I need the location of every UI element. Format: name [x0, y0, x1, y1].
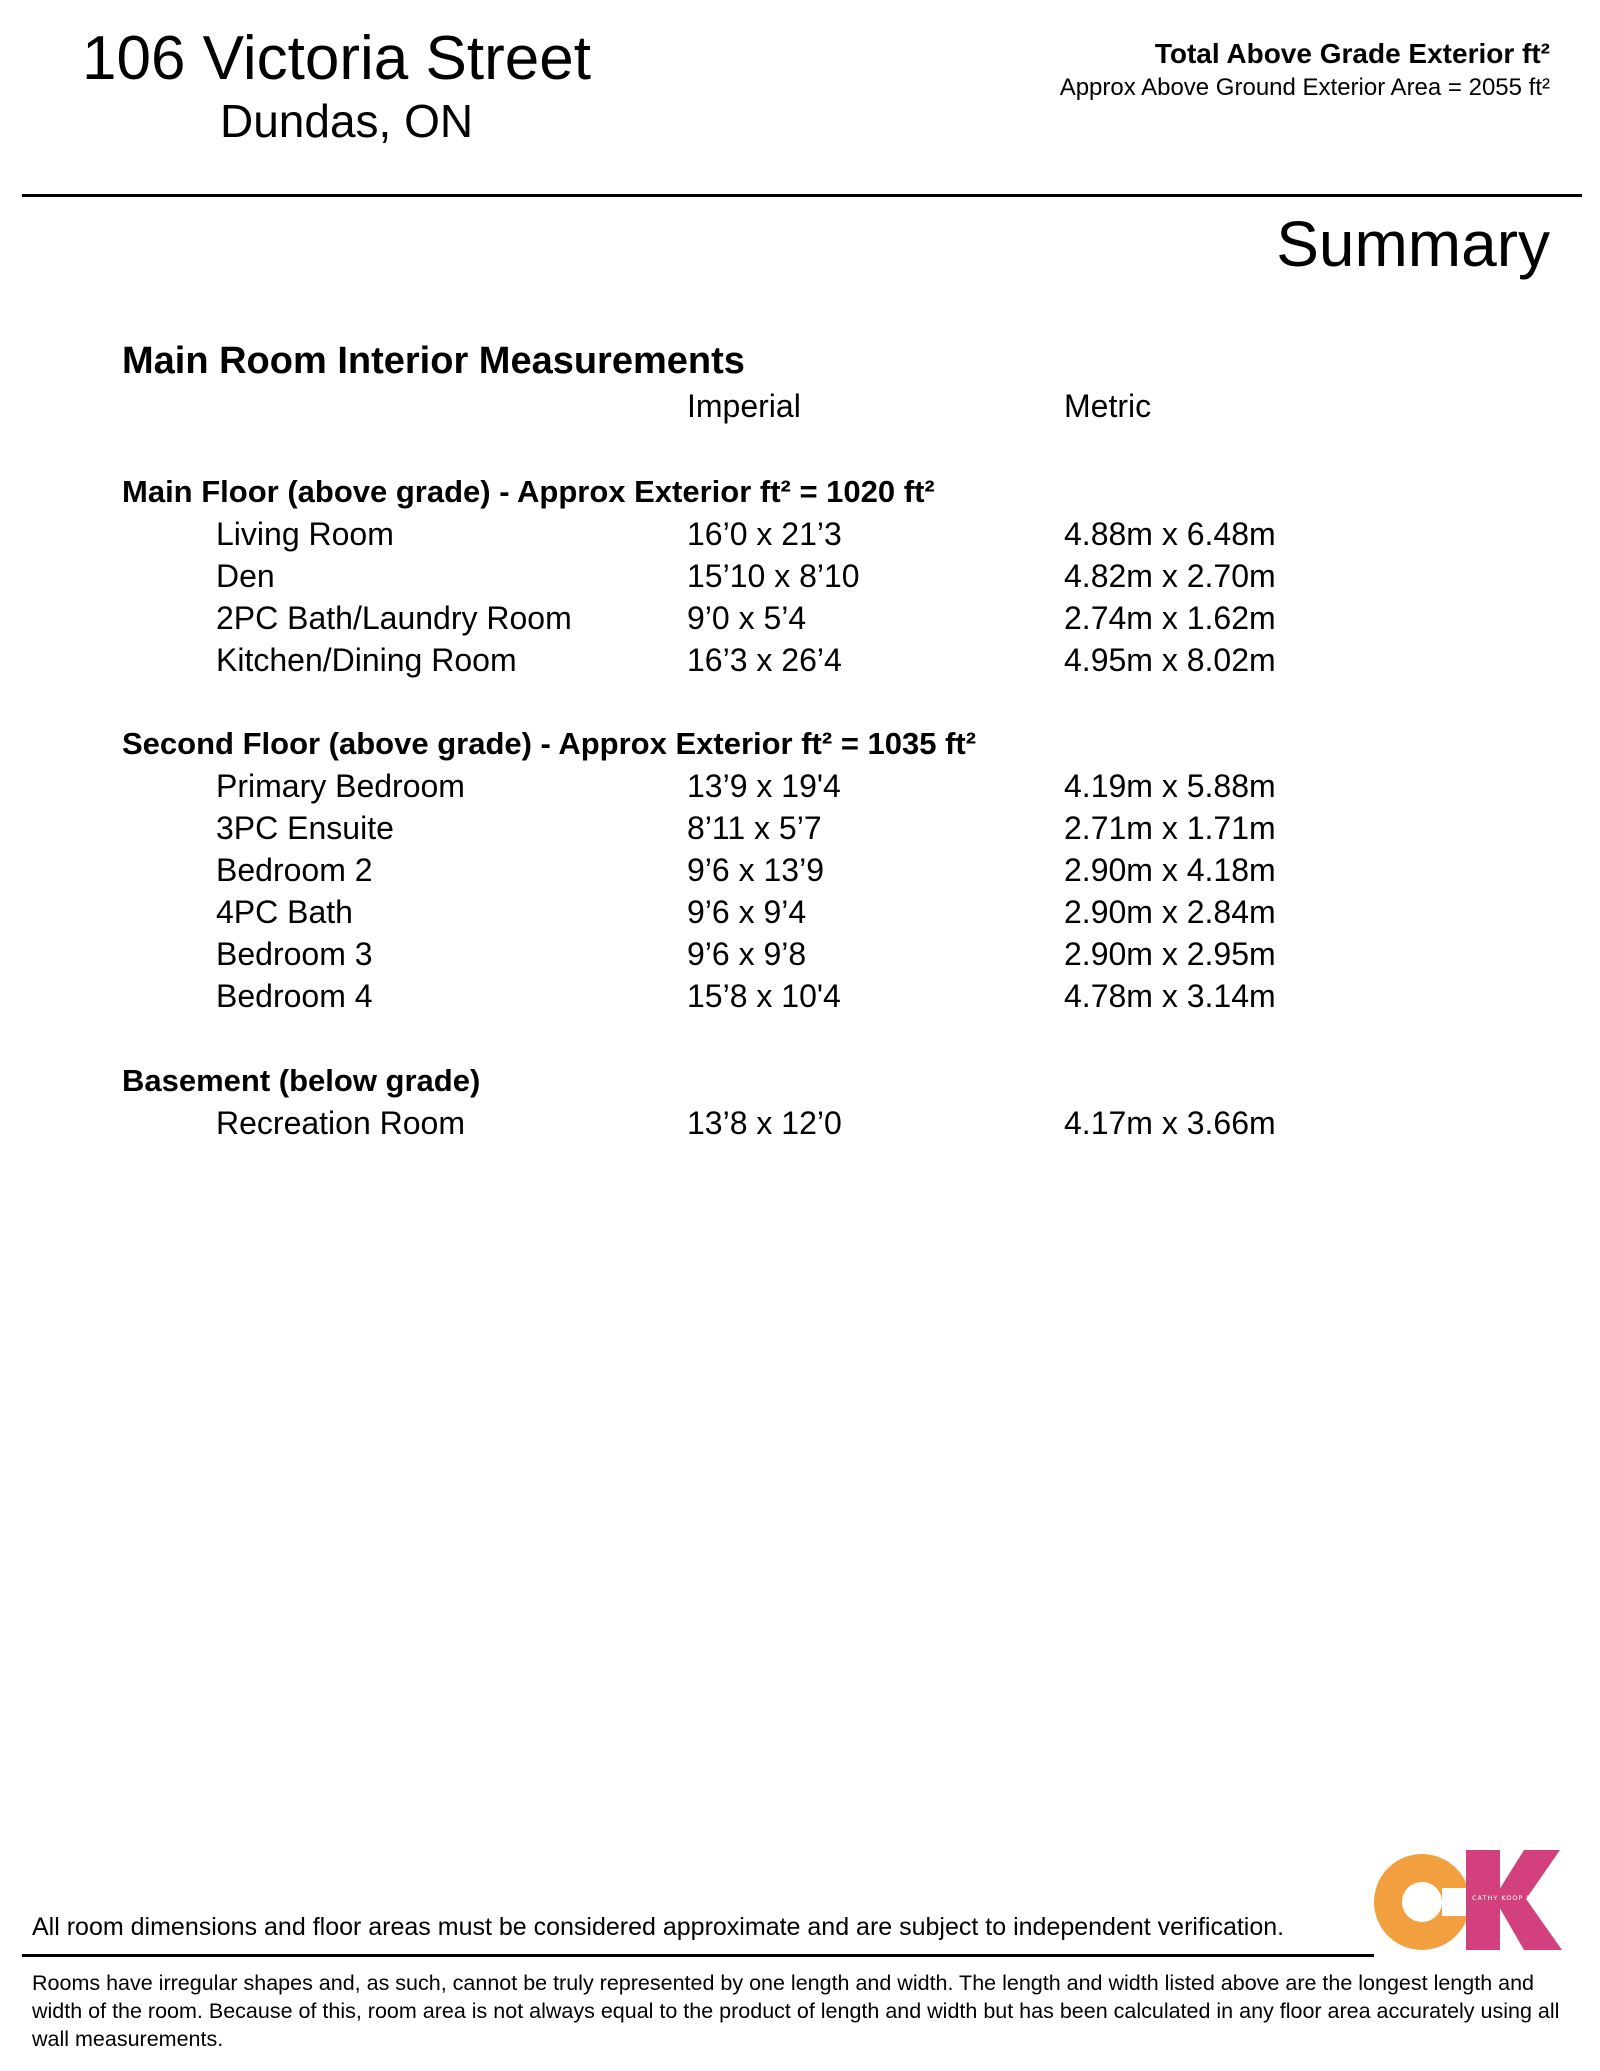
room-imperial: 9’0 x 5’4 — [687, 600, 807, 636]
room-name: Bedroom 2 — [216, 852, 373, 888]
total-area-detail: Approx Above Ground Exterior Area = 2055 ft² — [1059, 74, 1550, 101]
room-imperial: 9’6 x 13’9 — [687, 852, 824, 888]
room-row — [0, 1102, 1600, 1144]
room-metric: 2.90m x 4.18m — [1064, 852, 1276, 888]
column-header-imperial: Imperial — [687, 388, 801, 424]
room-imperial: 15’8 x 10'4 — [687, 978, 841, 1014]
footer-divider — [22, 1954, 1374, 1957]
header-divider — [22, 194, 1582, 197]
room-imperial: 13’8 x 12’0 — [687, 1105, 842, 1141]
disclaimer-text: All room dimensions and floor areas must be considered approximate and are subject to independent verification. — [32, 1913, 1285, 1941]
section-title: Main Room Interior Measurements — [122, 340, 745, 382]
room-metric: 2.74m x 1.62m — [1064, 600, 1276, 636]
room-imperial: 16’0 x 21’3 — [687, 516, 842, 552]
total-area-title: Total Above Grade Exterior ft² — [1154, 38, 1550, 69]
room-row — [0, 891, 1600, 933]
room-name: Bedroom 4 — [216, 978, 373, 1014]
page-title: Summary — [1276, 208, 1550, 280]
room-metric: 2.90m x 2.84m — [1064, 894, 1276, 930]
room-imperial: 9’6 x 9’8 — [687, 936, 807, 972]
logo-k-lower-arm — [1494, 1896, 1562, 1950]
room-metric: 4.17m x 3.66m — [1064, 1105, 1276, 1141]
room-metric: 4.78m x 3.14m — [1064, 978, 1276, 1014]
room-imperial: 8’11 x 5’7 — [687, 810, 822, 846]
room-name: 2PC Bath/Laundry Room — [216, 600, 572, 636]
logo-text: CATHY KOOP PHOTOGRAPHY — [1472, 1894, 1588, 1902]
room-row — [0, 639, 1600, 681]
room-name: Living Room — [216, 516, 394, 552]
room-row — [0, 849, 1600, 891]
room-name: Bedroom 3 — [216, 936, 373, 972]
room-name: 4PC Bath — [216, 894, 353, 930]
room-metric: 4.19m x 5.88m — [1064, 768, 1276, 804]
room-row — [0, 597, 1600, 639]
room-name: 3PC Ensuite — [216, 810, 394, 846]
room-name: Kitchen/Dining Room — [216, 642, 517, 678]
address-line-1: 106 Victoria Street — [82, 24, 591, 93]
cathy-koop-logo — [1374, 1846, 1588, 1954]
room-name: Recreation Room — [216, 1105, 465, 1141]
address-line-2: Dundas, ON — [220, 95, 474, 147]
floor-heading-second: Second Floor (above grade) - Approx Exterior ft² = 1035 ft² — [122, 726, 977, 761]
column-header-metric: Metric — [1064, 388, 1152, 424]
room-metric: 4.82m x 2.70m — [1064, 558, 1276, 594]
room-metric: 4.95m x 8.02m — [1064, 642, 1276, 678]
measurement-note: Rooms have irregular shapes and, as such, cannot be truly represented by one length and width. The length and width listed above are the longest length and width of the room. Because of this, room area is not always equal to the product of length and width but has been calculated in any floor area accurately using all wall measurements. — [32, 1971, 1560, 2051]
room-row — [0, 513, 1600, 555]
room-name: Primary Bedroom — [216, 768, 465, 804]
floor-heading-main: Main Floor (above grade) - Approx Exterior ft² = 1020 ft² — [122, 474, 935, 509]
room-metric: 4.88m x 6.48m — [1064, 516, 1276, 552]
room-imperial: 16’3 x 26’4 — [687, 642, 842, 678]
floor-heading-basement: Basement (below grade) — [122, 1063, 481, 1098]
room-imperial: 13’9 x 19'4 — [687, 768, 841, 804]
room-row — [0, 765, 1600, 807]
room-metric: 2.71m x 1.71m — [1064, 810, 1276, 846]
room-row — [0, 933, 1600, 975]
room-name: Den — [216, 558, 275, 594]
room-row — [0, 555, 1600, 597]
room-row — [0, 975, 1600, 1017]
room-imperial: 15’10 x 8’10 — [687, 558, 860, 594]
room-metric: 2.90m x 2.95m — [1064, 936, 1276, 972]
room-imperial: 9’6 x 9’4 — [687, 894, 807, 930]
room-row — [0, 807, 1600, 849]
